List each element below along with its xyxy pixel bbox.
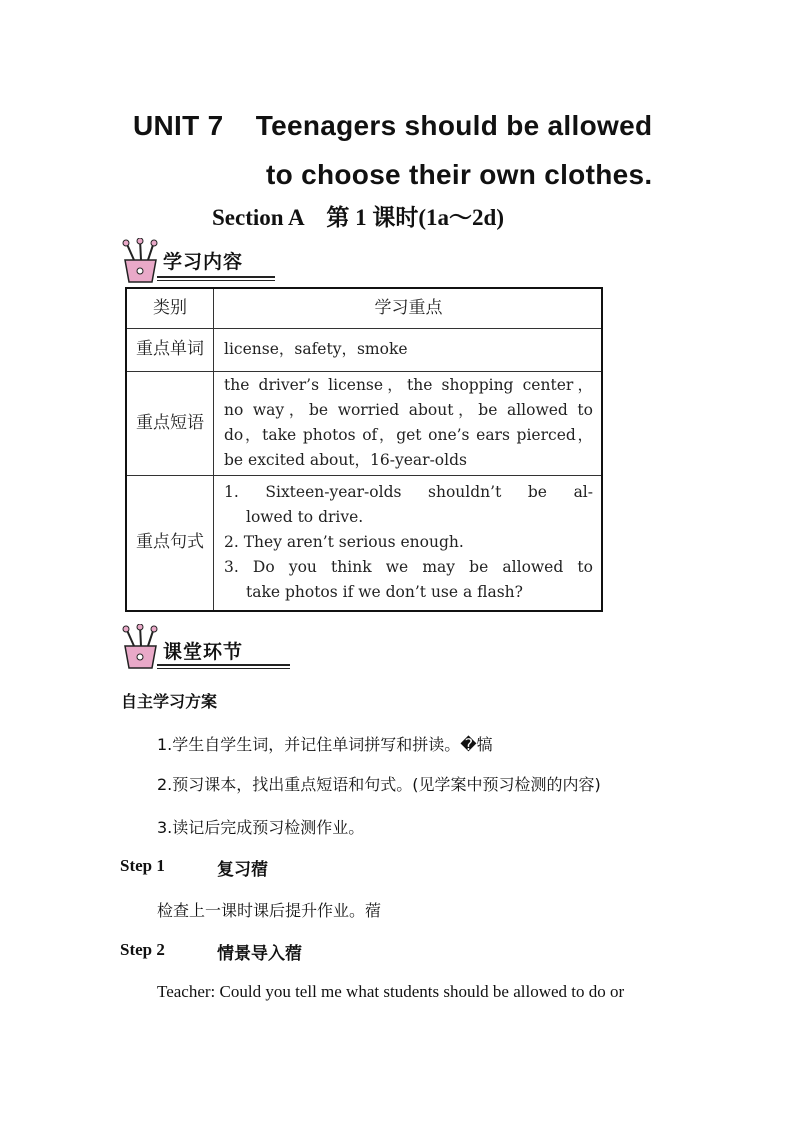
table-row <box>126 328 602 371</box>
row-content <box>214 328 603 371</box>
row-line: 2. They aren’t serious enough. <box>224 533 464 552</box>
unit-title-line2: to choose their own clothes. <box>266 159 653 190</box>
section-title: Section A 第 1 课时(1a～2d) <box>212 205 504 230</box>
study-content-banner <box>117 238 277 286</box>
row-line: lowed to drive. <box>246 508 364 527</box>
row-category: 重点句式 <box>126 475 214 611</box>
self-study-item: 3.读记后完成预习检测作业。 <box>157 818 365 837</box>
step-text: 检查上一课时课后提升作业。蓿 <box>157 901 382 920</box>
table-row <box>126 475 602 611</box>
step-title: 复习蓿 <box>217 860 268 880</box>
study-content-label: 学习内容 <box>163 251 244 273</box>
banner-rule <box>157 664 290 666</box>
row-content <box>214 371 603 475</box>
row-line: do，take photos of，get one’s ears pierced， <box>224 426 593 444</box>
class-session-label: 课堂环节 <box>163 641 244 663</box>
class-session-banner <box>117 624 292 672</box>
table-row <box>126 371 602 475</box>
step-title: 情景导入蓿 <box>217 944 302 964</box>
banner-rule <box>157 276 275 278</box>
row-line: license，safety，smoke <box>224 340 408 358</box>
row-line: take photos if we don’t use a flash? <box>246 583 523 602</box>
row-category: 重点短语 <box>126 371 214 475</box>
table-header-row <box>126 288 602 328</box>
self-study-item: 2.预习课本，找出重点短语和句式。(见学案中预习检测的内容) <box>157 775 601 794</box>
self-study-heading: 自主学习方案 <box>121 692 218 711</box>
step-text: Teacher: Could you tell me what students should be allowed to do or <box>157 982 625 1001</box>
row-line: be excited about，16-year-olds <box>224 451 467 469</box>
study-content-table <box>125 287 603 612</box>
step-label: Step 2 <box>120 940 165 959</box>
row-line: 1. Sixteen-year-olds shouldn’t be al- <box>224 483 593 502</box>
row-line: the driver’s license，the shopping center， <box>224 376 593 394</box>
unit-title-line1: UNIT 7 Teenagers should be allowed <box>133 110 653 141</box>
header-focus: 学习重点 <box>214 288 603 328</box>
banner-rule <box>157 668 290 669</box>
step-label: Step 1 <box>120 856 165 875</box>
header-category: 类别 <box>126 288 214 328</box>
row-line: 3. Do you think we may be allowed to <box>224 558 593 577</box>
pencil-cup-icon <box>117 238 163 286</box>
row-line: no way，be worried about，be allowed to <box>224 401 593 419</box>
self-study-item: 1.学生自学生词，并记住单词拼写和拼读。�犒 <box>157 735 493 754</box>
row-content <box>214 475 603 611</box>
banner-rule <box>157 280 275 281</box>
row-category: 重点单词 <box>126 328 214 371</box>
